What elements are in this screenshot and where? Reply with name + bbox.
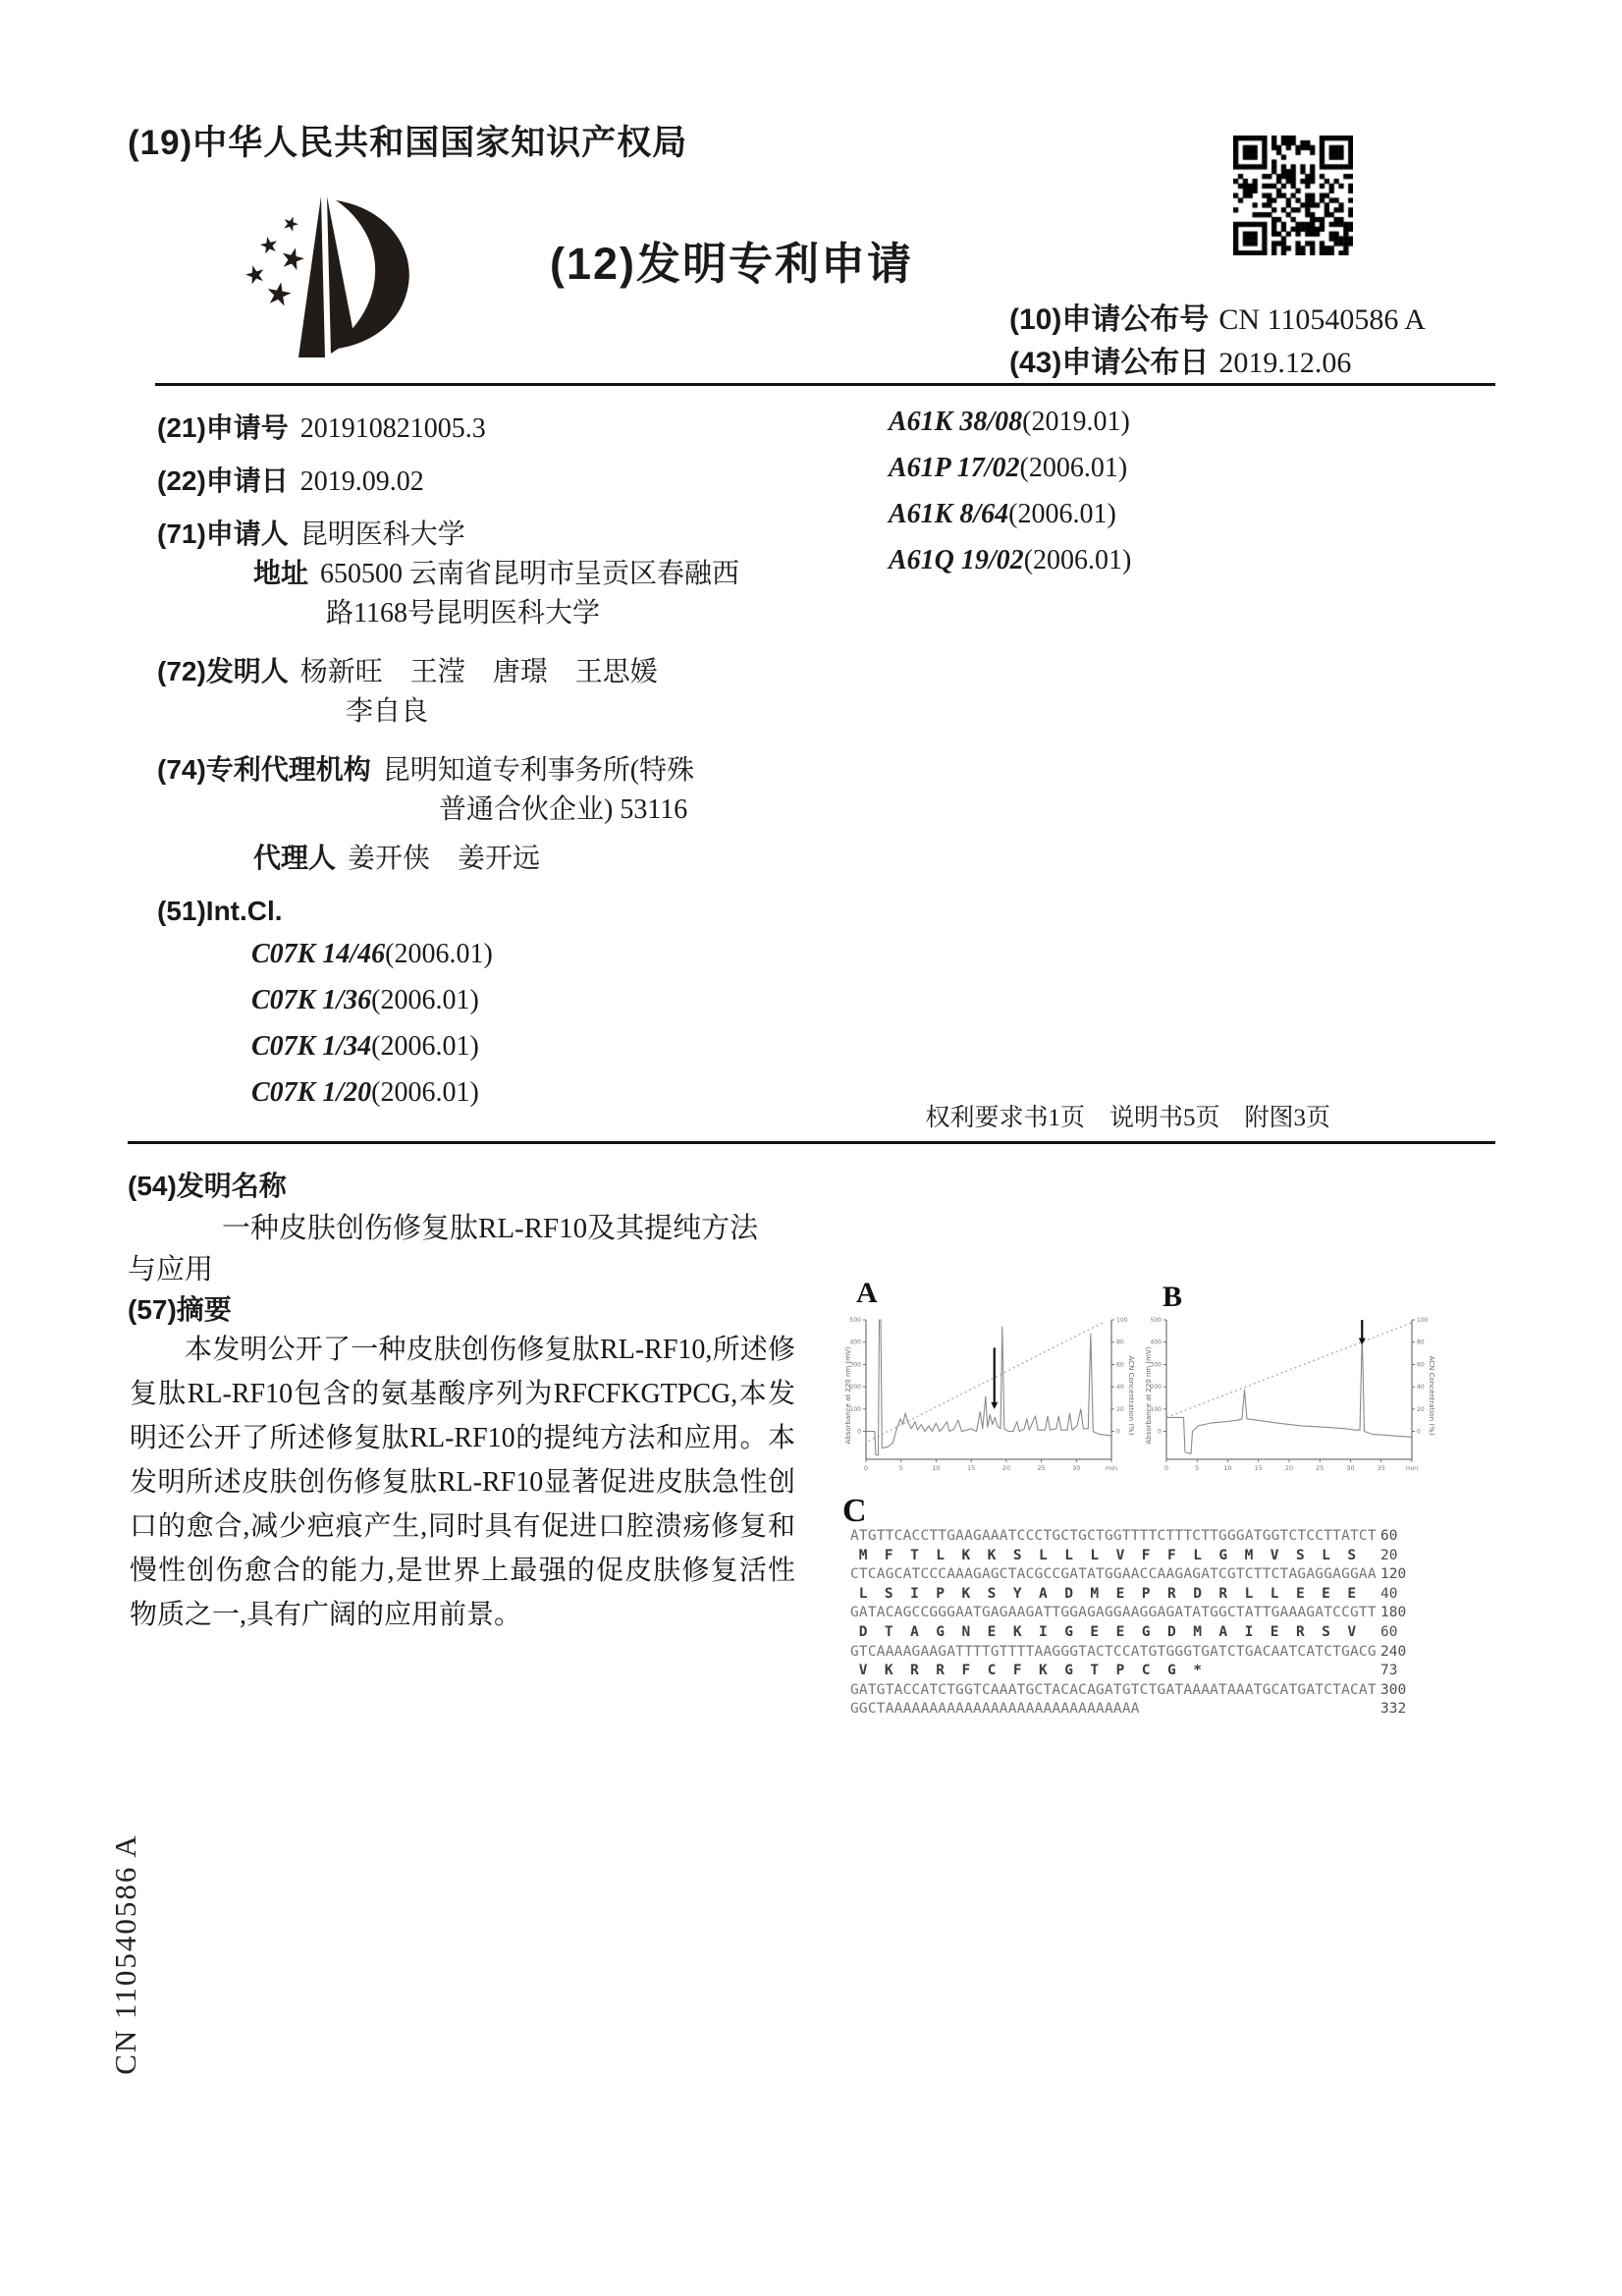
svg-text:20: 20 — [1417, 1405, 1425, 1413]
figure-panel-c-label: C — [842, 1493, 867, 1529]
aa-sequence-line: D T A G N E K I G E E G D M A I E R S V — [850, 1624, 1357, 1640]
classification-entry: A61K 38/08(2019.01) — [889, 407, 1130, 437]
dna-sequence-line: ATGTTCACCTTGAAGAAATCCCTGCTGCTGGTTTTCTTTCTTGGGATGGTCTCCTTATCT — [850, 1528, 1377, 1544]
biblio-divider-rule — [128, 1141, 1495, 1144]
svg-text:10: 10 — [932, 1464, 941, 1472]
svg-text:20: 20 — [1116, 1405, 1124, 1413]
svg-text:500: 500 — [849, 1317, 861, 1324]
svg-text:100: 100 — [1116, 1317, 1128, 1324]
classification-list — [889, 407, 1131, 591]
svg-text:100: 100 — [1150, 1405, 1162, 1413]
sequence-position-number: 40 — [1380, 1585, 1398, 1602]
svg-text:500: 500 — [1150, 1317, 1162, 1324]
svg-text:0: 0 — [857, 1428, 861, 1436]
logo-stars — [243, 214, 306, 306]
application-number-label: (21)申请号 — [157, 412, 289, 443]
svg-text:60: 60 — [1116, 1361, 1124, 1369]
address-label: 地址 — [253, 558, 309, 588]
publication-number-label: (10)申请公布号 — [1009, 303, 1210, 336]
applicant-row — [157, 513, 465, 552]
document-type-title: (12)发明专利申请 — [550, 239, 914, 289]
svg-text:15: 15 — [1254, 1464, 1263, 1472]
agency-line2: 普通合伙企业) 53116 — [439, 794, 688, 825]
dna-sequence-line: GGCTAAAAAAAAAAAAAAAAAAAAAAAAAAAAA — [850, 1701, 1140, 1718]
cnipa-logo — [229, 192, 443, 369]
svg-text:30: 30 — [1072, 1464, 1081, 1472]
patent-office-name: (19)中华人民共和国国家知识产权局 — [128, 124, 688, 162]
applicant-value: 昆明医科大学 — [299, 519, 465, 550]
application-date-value: 2019.09.02 — [299, 466, 424, 497]
svg-text:0: 0 — [1163, 1464, 1169, 1472]
svg-text:200: 200 — [1150, 1384, 1162, 1392]
svg-text:Absorbance at 220 nm (mV): Absorbance at 220 nm (mV) — [844, 1346, 852, 1445]
logo-right-blade — [327, 196, 354, 354]
dna-sequence-line: CTCAGCATCCCAAAGAGCTACGCCGATATGGAACCAAGAGATCGTCTTCTAGAGGAGGAA — [850, 1566, 1377, 1583]
figure-panel-b-label: B — [1162, 1281, 1183, 1313]
chromatogram-a — [840, 1312, 1137, 1479]
classification-entry: A61P 17/02(2006.01) — [889, 453, 1128, 483]
svg-text:35: 35 — [1377, 1464, 1385, 1472]
abstract-label: (57)摘要 — [128, 1294, 232, 1325]
svg-text:80: 80 — [1417, 1339, 1425, 1346]
intcl-row — [157, 896, 283, 928]
svg-text:ACN Concentration (%): ACN Concentration (%) — [1428, 1355, 1435, 1436]
publication-date-label: (43)申请公布日 — [1009, 347, 1210, 379]
svg-text:20: 20 — [1001, 1464, 1010, 1472]
application-date-row — [157, 460, 424, 499]
svg-text:300: 300 — [849, 1361, 861, 1369]
abstract-text: 本发明公开了一种皮肤创伤修复肽RL-RF10,所述修复肽RL-RF10包含的氨基酸序列为RFCFKGTPCG,本发明还公开了所述修复肽RL-RF10的提纯方法和应用。本发明所述皮肤创伤修复肽RL-RF10显著促进皮肤急性创口的愈合,减少疤痕产生,同时具有促进口腔溃疡修复和慢性创伤愈合的能力,是世界上最强的促皮肤修复活性物质之一,具有广阔的应用前景。 — [130, 1335, 795, 1630]
chromatogram-b — [1141, 1312, 1437, 1479]
svg-text:0: 0 — [863, 1464, 869, 1472]
svg-text:min: min — [1405, 1464, 1419, 1472]
intcl-code-list — [251, 939, 493, 1123]
inventors-line1: 杨新旺 王滢 唐璟 王思媛 — [299, 657, 658, 687]
intcl-label: (51)Int.Cl. — [157, 896, 283, 926]
agents-value: 姜开侠 姜开远 — [348, 844, 541, 874]
inventors-row-continued — [346, 689, 428, 729]
publication-date-value: 2019.12.06 — [1218, 347, 1352, 379]
publication-number-value: CN 110540586 A — [1218, 303, 1426, 336]
inventors-row — [157, 650, 658, 689]
aa-sequence-line: M F T L K K S L L L V F F L G M V S L S — [850, 1547, 1357, 1563]
address-row — [253, 552, 739, 591]
figure-panel-a-label: A — [856, 1277, 878, 1309]
sidebar-publication-number: CN 110540586 A — [108, 1833, 142, 2075]
svg-text:400: 400 — [1150, 1339, 1162, 1346]
publication-date-line — [1009, 338, 1351, 381]
pages-info: 权利要求书1页 说明书5页 附图3页 — [925, 1105, 1330, 1131]
agency-label: (74)专利代理机构 — [157, 754, 371, 785]
dna-sequence-line: GATACAGCCGGGAATGAGAAGATTGGAGAGGAAGGAGATATGGCTATTGAAAGATCCGTT — [850, 1605, 1377, 1621]
dna-sequence-line: GTCAAAAGAAGATTTTGTTTTAAGGGTACTCCATGTGGGTGATCTGACAATCATCTGACG — [850, 1643, 1377, 1660]
sequence-position-number: 240 — [1380, 1643, 1407, 1660]
publication-number-line — [1009, 295, 1426, 338]
agency-row-continued — [439, 788, 687, 827]
sequence-position-number: 60 — [1380, 1528, 1398, 1544]
svg-text:30: 30 — [1346, 1464, 1355, 1472]
invention-title-label: (54)发明名称 — [128, 1171, 287, 1201]
svg-text:ACN Concentration (%): ACN Concentration (%) — [1127, 1355, 1135, 1436]
svg-text:40: 40 — [1417, 1384, 1425, 1392]
inventors-label: (72)发明人 — [157, 656, 289, 686]
svg-text:400: 400 — [849, 1339, 861, 1346]
svg-text:60: 60 — [1417, 1361, 1425, 1369]
classification-entry: C07K 14/46(2006.01) — [251, 939, 493, 969]
svg-text:200: 200 — [849, 1384, 861, 1392]
svg-text:25: 25 — [1037, 1464, 1046, 1472]
sequence-position-number: 300 — [1380, 1681, 1407, 1698]
sequence-alignment — [850, 1528, 1439, 1724]
dna-sequence-line: GATGTACCATCTGGTCAAATGCTACACAGATGTCTGATAAAATAAATGCATGATCTACAT — [850, 1681, 1377, 1698]
header-divider-rule — [155, 383, 1495, 386]
logo-left-blade — [298, 196, 325, 357]
agent-label: 代理人 — [253, 843, 337, 873]
svg-text:0: 0 — [1116, 1428, 1120, 1436]
svg-text:100: 100 — [1417, 1317, 1429, 1324]
address-row-continued — [326, 591, 600, 630]
agent-row — [253, 837, 540, 876]
svg-text:20: 20 — [1284, 1464, 1294, 1472]
svg-text:Absorbance at 220 nm (mV): Absorbance at 220 nm (mV) — [1145, 1346, 1153, 1445]
svg-text:15: 15 — [967, 1464, 976, 1472]
svg-text:100: 100 — [849, 1405, 861, 1413]
sequence-position-number: 20 — [1380, 1547, 1398, 1563]
application-number-row — [157, 407, 486, 446]
svg-text:10: 10 — [1223, 1464, 1232, 1472]
classification-entry: C07K 1/34(2006.01) — [251, 1031, 479, 1062]
sequence-position-number: 180 — [1380, 1605, 1407, 1621]
sequence-position-number: 332 — [1380, 1701, 1407, 1718]
svg-text:5: 5 — [898, 1464, 903, 1472]
applicant-label: (71)申请人 — [157, 519, 289, 549]
qr-code — [1233, 136, 1353, 255]
aa-sequence-line: L S I P K S Y A D M E P R D R L L E E E — [850, 1585, 1357, 1602]
application-date-label: (22)申请日 — [157, 465, 289, 496]
svg-text:0: 0 — [1158, 1428, 1162, 1436]
aa-sequence-line: V K R R F C F K G T P C G * — [850, 1663, 1202, 1679]
svg-text:80: 80 — [1116, 1339, 1124, 1346]
invention-title-line2: 与应用 — [128, 1254, 214, 1285]
svg-text:300: 300 — [1150, 1361, 1162, 1369]
classification-entry: A61Q 19/02(2006.01) — [889, 545, 1132, 575]
sequence-position-number: 73 — [1380, 1663, 1398, 1679]
sequence-position-number: 60 — [1380, 1624, 1398, 1640]
svg-text:25: 25 — [1316, 1464, 1325, 1472]
svg-text:40: 40 — [1116, 1384, 1124, 1392]
agency-row — [157, 748, 694, 788]
address-line1: 650500 云南省昆明市呈贡区春融西 — [320, 559, 740, 589]
inventors-line2: 李自良 — [346, 696, 429, 727]
invention-title-line1: 一种皮肤创伤修复肽RL-RF10及其提纯方法 — [222, 1213, 759, 1244]
agency-line1: 昆明知道专利事务所(特殊 — [382, 755, 695, 786]
address-line2: 路1168号昆明医科大学 — [326, 598, 600, 629]
svg-text:0: 0 — [1417, 1428, 1421, 1436]
application-number-value: 201910821005.3 — [299, 413, 486, 444]
svg-text:5: 5 — [1195, 1464, 1200, 1472]
svg-text:min: min — [1105, 1464, 1118, 1472]
classification-entry: C07K 1/20(2006.01) — [251, 1077, 479, 1108]
classification-entry: A61K 8/64(2006.01) — [889, 499, 1116, 529]
classification-entry: C07K 1/36(2006.01) — [251, 985, 479, 1015]
sequence-position-number: 120 — [1380, 1566, 1407, 1583]
